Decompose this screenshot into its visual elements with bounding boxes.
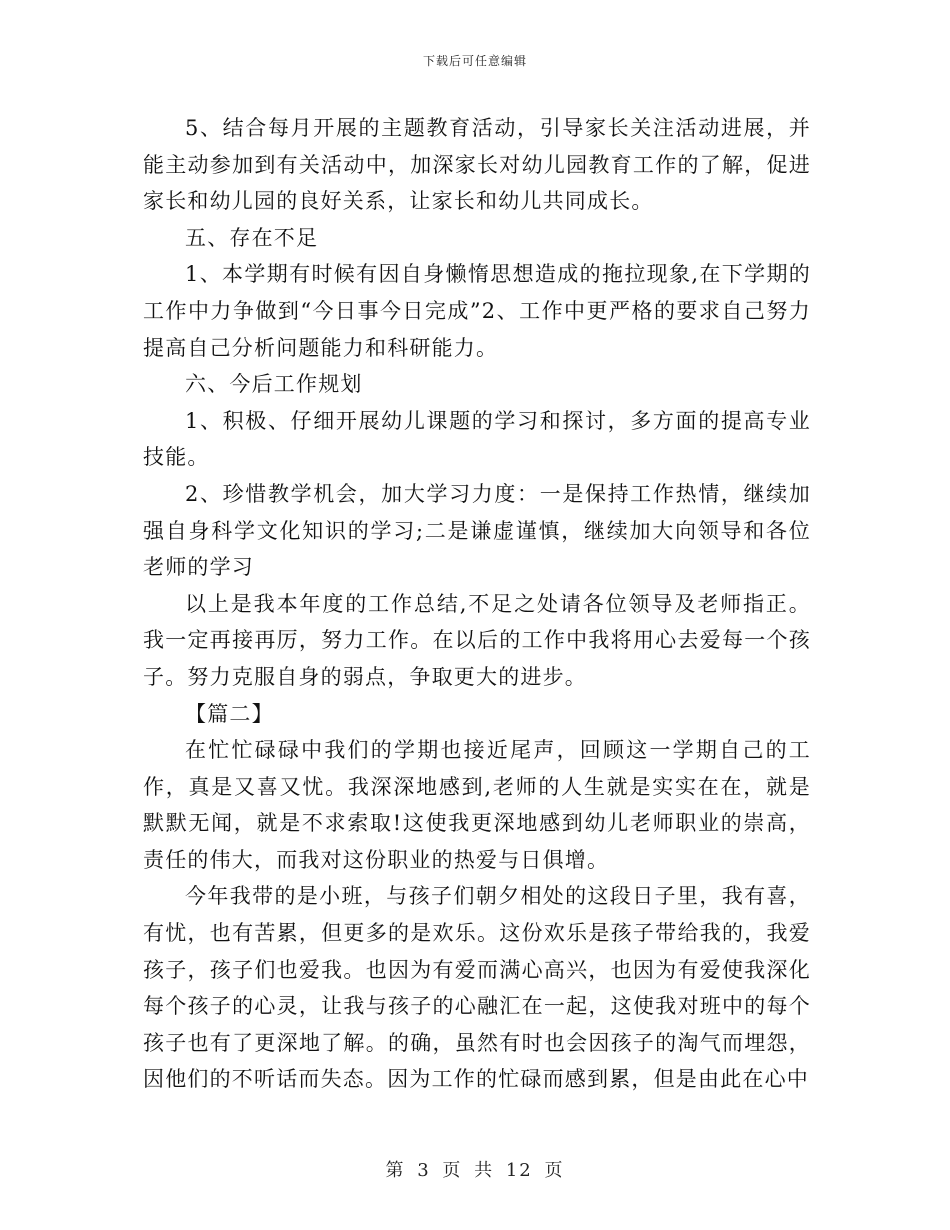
section-heading-shortcomings: 五、存在不足 [185, 225, 319, 250]
section-heading-part-two: 【篇二】 [185, 701, 274, 726]
page-number-footer: 第 3 页 共 12 页 [385, 1160, 565, 1181]
paragraph-shortcomings: 1、本学期有时候有因自身懒惰思想造成的拖拉现象,在下学期的工作中力争做到“今日事今日完成”2、工作中更严格的要求自己努力提高自己分析问题能力和科研能力。 [143, 262, 811, 360]
paragraph-conclusion: 以上是我本年度的工作总结,不足之处请各位领导及老师指正。我一定再接再厉，努力工作。在以后的工作中我将用心去爱每一个孩子。努力克服自身的弱点，争取更大的进步。 [143, 591, 811, 689]
paragraph-part-two-class: 今年我带的是小班，与孩子们朝夕相处的这段日子里，我有喜，有忧，也有苦累，但更多的是欢乐。这份欢乐是孩子带给我的，我爱孩子，孩子们也爱我。也因为有爱而满心高兴，也因为有爱使我深化每个孩子的心灵，让我与孩子的心融汇在一起，这使我对班中的每个孩子也有了更深地了解。的确，虽然有时也会因孩子的淘气而埋怨，因他们的不听话而失态。因为工作的忙碌而感到累，但是由此在心中 [143, 884, 811, 1092]
page-header-note: 下载后可任意编辑 [422, 54, 527, 68]
section-heading-future-plan: 六、今后工作规划 [185, 372, 363, 397]
paragraph-plan-item-2: 2、珍惜教学机会，加大学习力度：一是保持工作热情，继续加强自身科学文化知识的学习;二是谦虚谨慎，继续加大向领导和各位老师的学习 [143, 481, 811, 580]
paragraph-plan-item-1: 1、积极、仔细开展幼儿课题的学习和探讨，多方面的提高专业技能。 [143, 408, 811, 470]
document-body [143, 110, 811, 1098]
paragraph-part-two-intro: 在忙忙碌碌中我们的学期也接近尾声，回顾这一学期自己的工作，真是又喜又忧。我深深地感到,老师的人生就是实实在在，就是默默无闻，就是不求索取!这使我更深地感到幼儿老师职业的崇高，责任的伟大，而我对这份职业的热爱与日俱增。 [143, 738, 811, 872]
paragraph-item-5: 5、结合每月开展的主题教育活动，引导家长关注活动进展，并能主动参加到有关活动中，加深家长对幼儿园教育工作的了解，促进家长和幼儿园的良好关系，让家长和幼儿共同成长。 [143, 116, 811, 214]
